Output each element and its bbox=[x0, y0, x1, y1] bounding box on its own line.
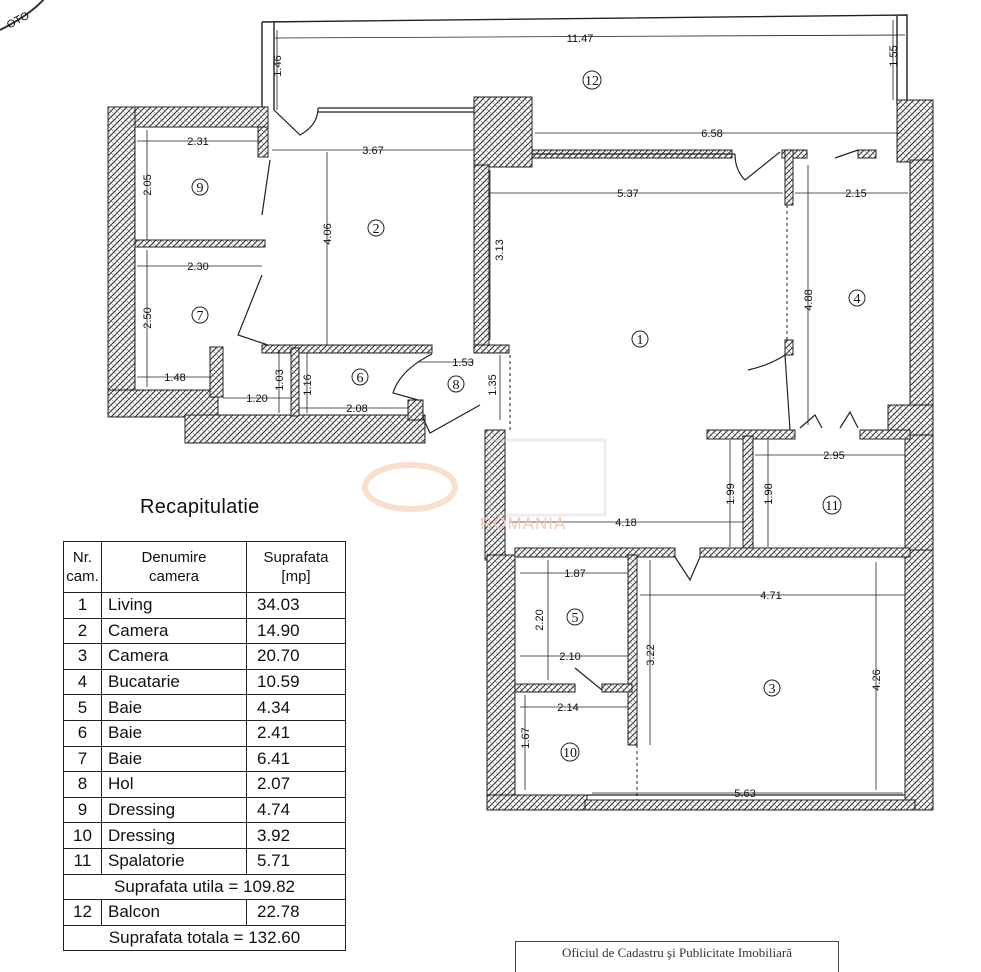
table-header-row bbox=[64, 542, 346, 593]
table-row bbox=[64, 644, 346, 670]
table-row bbox=[64, 746, 346, 772]
dim-balcony-depth-left: 1.46 bbox=[272, 55, 284, 77]
room-nr: 4 bbox=[64, 669, 102, 695]
balcony-row bbox=[64, 900, 346, 926]
room-area: 14.90 bbox=[247, 618, 346, 644]
room-name: Camera bbox=[102, 644, 247, 670]
svg-text:7: 7 bbox=[196, 309, 204, 324]
dim-r10-width: 2.14 bbox=[557, 702, 579, 714]
room-nr: 12 bbox=[64, 900, 102, 926]
room-nr: 10 bbox=[64, 823, 102, 849]
dim-r3-height: 4.26 bbox=[871, 669, 883, 691]
svg-text:3: 3 bbox=[768, 682, 776, 697]
room-nr: 8 bbox=[64, 772, 102, 798]
room-nr: 7 bbox=[64, 746, 102, 772]
room-marker-10 bbox=[561, 743, 579, 761]
room-name: Bucatarie bbox=[102, 669, 247, 695]
room-area: 20.70 bbox=[247, 644, 346, 670]
room-area: 3.92 bbox=[247, 823, 346, 849]
table-row bbox=[64, 669, 346, 695]
grand-total-row bbox=[64, 925, 346, 951]
watermark-text: ROMANIA bbox=[480, 514, 567, 533]
room-name: Balcon bbox=[102, 900, 247, 926]
room-area: 2.41 bbox=[247, 720, 346, 746]
dim-r3-wall: 3.22 bbox=[645, 644, 657, 666]
dim-r7-step: 1.20 bbox=[246, 393, 268, 405]
room-name: Living bbox=[102, 593, 247, 619]
room-nr: 3 bbox=[64, 644, 102, 670]
col-header-name: Denumire camera bbox=[102, 542, 247, 593]
room-name: Hol bbox=[102, 772, 247, 798]
room-name: Baie bbox=[102, 746, 247, 772]
table-row bbox=[64, 593, 346, 619]
svg-text:6: 6 bbox=[356, 371, 364, 386]
room-area: 5.71 bbox=[247, 848, 346, 874]
dim-r6-height-a: 1.03 bbox=[274, 369, 286, 391]
balcony-outline bbox=[262, 15, 907, 110]
room-marker-6 bbox=[352, 369, 368, 386]
room-name: Baie bbox=[102, 720, 247, 746]
room-marker-5 bbox=[567, 609, 583, 626]
room-marker-9 bbox=[192, 179, 208, 196]
room-name: Camera bbox=[102, 618, 247, 644]
svg-text:8: 8 bbox=[452, 378, 460, 393]
dim-r4-width: 2.15 bbox=[845, 188, 867, 200]
dim-r3-width: 4.71 bbox=[760, 590, 782, 602]
room-name: Baie bbox=[102, 695, 247, 721]
room-marker-7 bbox=[192, 307, 208, 324]
dim-r10-height: 1.67 bbox=[520, 727, 532, 749]
room-marker-12 bbox=[583, 71, 601, 89]
room-marker-4 bbox=[849, 290, 865, 307]
table-row bbox=[64, 848, 346, 874]
room-name: Dressing bbox=[102, 797, 247, 823]
room-nr: 1 bbox=[64, 593, 102, 619]
dim-r9-height: 2.05 bbox=[142, 174, 154, 196]
dim-balcony-inner: 6.58 bbox=[701, 128, 723, 140]
dim-r9-width: 2.31 bbox=[187, 136, 209, 148]
dim-r1-height: 3.13 bbox=[494, 239, 506, 261]
room-area: 6.41 bbox=[247, 746, 346, 772]
dim-r6-width: 2.08 bbox=[346, 403, 368, 415]
dim-balcony-depth-right: 1.55 bbox=[888, 45, 900, 67]
svg-text:1: 1 bbox=[636, 333, 644, 348]
dim-r1-lower-height: 1.99 bbox=[725, 483, 737, 505]
room-area: 4.74 bbox=[247, 797, 346, 823]
dim-r1-width: 5.37 bbox=[617, 188, 639, 200]
svg-text:5: 5 bbox=[571, 611, 579, 626]
room-area: 2.07 bbox=[247, 772, 346, 798]
svg-text:9: 9 bbox=[196, 181, 204, 196]
room-marker-11 bbox=[823, 496, 841, 514]
room-nr: 11 bbox=[64, 848, 102, 874]
dim-r11-height: 1.98 bbox=[763, 483, 775, 505]
dim-r11-width: 2.95 bbox=[823, 450, 845, 462]
corner-seal bbox=[0, 0, 45, 31]
svg-text:4: 4 bbox=[853, 292, 861, 307]
dim-r3-bottom: 5.63 bbox=[734, 788, 756, 800]
room-marker-2 bbox=[368, 220, 384, 237]
dim-r8-width: 1.53 bbox=[452, 357, 474, 369]
svg-text:OTO: OTO bbox=[4, 9, 32, 32]
dim-r5-lower: 2.10 bbox=[559, 651, 581, 663]
dim-r5-height: 2.20 bbox=[534, 609, 546, 631]
room-nr: 5 bbox=[64, 695, 102, 721]
dim-r2-width: 3.67 bbox=[362, 145, 384, 157]
table-row bbox=[64, 797, 346, 823]
room-nr: 6 bbox=[64, 720, 102, 746]
svg-text:10: 10 bbox=[563, 746, 577, 761]
dim-r7-height: 2.50 bbox=[142, 307, 154, 329]
room-area: 34.03 bbox=[247, 593, 346, 619]
room-name: Spalatorie bbox=[102, 848, 247, 874]
table-row bbox=[64, 720, 346, 746]
svg-text:12: 12 bbox=[585, 74, 599, 89]
room-marker-3 bbox=[764, 680, 780, 697]
room-nr: 9 bbox=[64, 797, 102, 823]
dim-r1-lower-width: 4.18 bbox=[615, 517, 637, 529]
svg-text:2: 2 bbox=[372, 222, 380, 237]
col-header-area: Suprafata [mp] bbox=[247, 542, 346, 593]
useful-total: Suprafata utila = 109.82 bbox=[64, 874, 346, 900]
dim-r8-height: 1.35 bbox=[487, 374, 499, 396]
grand-total: Suprafata totala = 132.60 bbox=[64, 925, 346, 951]
room-marker-1 bbox=[632, 331, 648, 348]
svg-text:11: 11 bbox=[825, 499, 839, 514]
table-row bbox=[64, 618, 346, 644]
useful-total-row bbox=[64, 874, 346, 900]
room-area: 22.78 bbox=[247, 900, 346, 926]
room-nr: 2 bbox=[64, 618, 102, 644]
dim-r7-bottom: 1.48 bbox=[164, 372, 186, 384]
dim-r5-width: 1.87 bbox=[564, 568, 586, 580]
room-marker-8 bbox=[448, 376, 464, 393]
dim-r4-height: 4.88 bbox=[803, 289, 815, 311]
dim-r6-height-b: 1.16 bbox=[302, 374, 314, 396]
table-row bbox=[64, 772, 346, 798]
table-row bbox=[64, 695, 346, 721]
dim-r7-width: 2.30 bbox=[187, 261, 209, 273]
dim-balcony-length: 11.47 bbox=[566, 33, 594, 45]
cadastre-stamp: Oficiul de Cadastru şi Publicitate Imobiliară bbox=[515, 941, 839, 972]
dim-r2-height: 4.06 bbox=[322, 223, 334, 245]
summary-table bbox=[63, 541, 346, 951]
room-area: 4.34 bbox=[247, 695, 346, 721]
col-header-nr: Nr. cam. bbox=[64, 542, 102, 593]
room-area: 10.59 bbox=[247, 669, 346, 695]
table-row bbox=[64, 823, 346, 849]
summary-title: Recapitulatie bbox=[140, 496, 260, 518]
room-name: Dressing bbox=[102, 823, 247, 849]
